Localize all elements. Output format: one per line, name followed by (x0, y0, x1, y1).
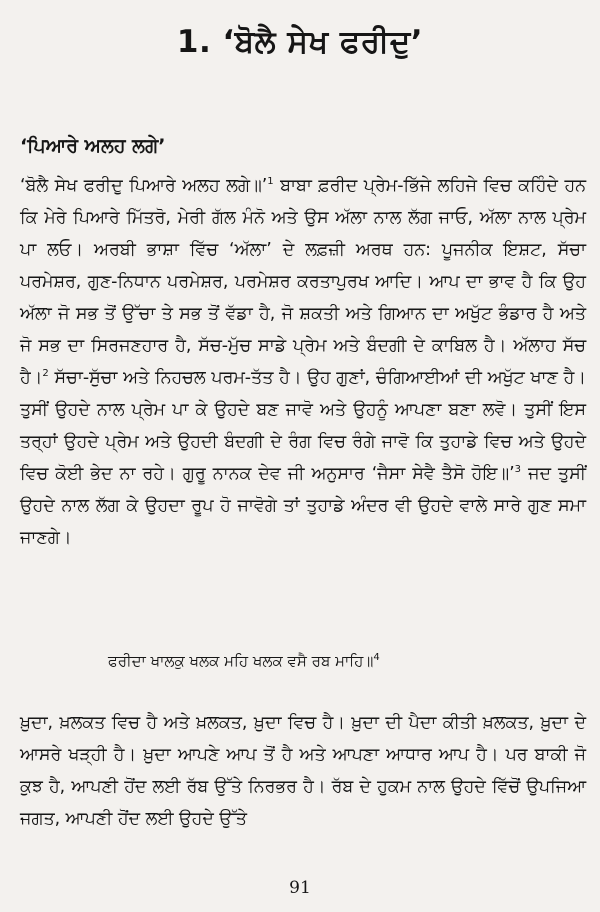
footnote-ref: 4 (373, 652, 380, 663)
section-heading: ‘ਪਿਆਰੇ ਅਲਹ ਲਗੇ’ (20, 135, 166, 157)
body-paragraph-2: ਖ਼ੁਦਾ, ਖ਼ਲਕਤ ਵਿਚ ਹੈ ਅਤੇ ਖ਼ਲਕਤ, ਖ਼ੁਦਾ ਵਿਚ ਹੈ। ਖ਼ੁਦਾ ਦੀ ਪੈਦਾ ਕੀਤੀ ਖ਼ਲਕਤ, ਖ਼ੁਦਾ ਦੇ ਆਸਰੇ ਖੜ੍ਹੀ ਹੈ। ਖ਼ੁਦਾ ਆਪਣੇ ਆਪ ਤੋਂ ਹੈ ਅਤੇ ਆਪਣਾ ਆਧਾਰ ਆਪ ਹੈ। ਪਰ ਬਾਕੀ ਜੋ ਕੁਝ ਹੈ, ਆਪਣੀ ਹੋਂਦ ਲਈ ਰੱਬ ਉੱਤੇ ਨਿਰਭਰ ਹੈ। ਰੱਬ ਦੇ ਹੁਕਮ ਨਾਲ ਉਹਦੇ ਵਿੱਚੋਂ ਉਪਜਿਆ ਜਗਤ, ਆਪਣੀ ਹੋਂਦ ਲਈ ਉਹਦੇ ਉੱਤੇ (20, 713, 586, 829)
body-paragraph-1 (20, 170, 586, 554)
footnote-ref: 3 (514, 464, 522, 476)
page-number: 91 (289, 878, 311, 898)
paragraph-text: ਬਾਬਾ ਫ਼ਰੀਦ ਪ੍ਰੇਮ-ਭਿੱਜੇ ਲਹਿਜੇ ਵਿਚ ਕਹਿੰਦੇ ਹਨ ਕਿ ਮੇਰੇ ਪਿਆਰੇ ਮਿੱਤਰੋ, ਮੇਰੀ ਗੱਲ ਮੰਨੋ ਅਤੇ ਉਸ ਅੱਲਾ ਨਾਲ ਲੱਗ ਜਾਓ, ਅੱਲਾ ਨਾਲ ਪ੍ਰੇਮ ਪਾ ਲਓ। ਅਰਬੀ ਭਾਸ਼ਾ ਵਿੱਚ ‘ਅੱਲਾ’ ਦੇ ਲਫ਼ਜ਼ੀ ਅਰਥ ਹਨ: ਪੂਜਨੀਕ ਇਸ਼ਟ, ਸੱਚਾ ਪਰਮੇਸ਼ਰ, ਗੁਣ-ਨਿਧਾਨ ਪਰਮੇਸ਼ਰ, ਪਰਮੇਸ਼ਰ ਕਰਤਾਪੁਰਖ ਆਦਿ। ਆਪ ਦਾ ਭਾਵ ਹੈ ਕਿ ਉਹ ਅੱਲਾ ਜੋ ਸਭ ਤੋਂ ਉੱਚਾ ਤੇ ਸਭ ਤੋਂ ਵੱਡਾ ਹੈ, ਜੋ ਸ਼ਕਤੀ ਅਤੇ ਗਿਆਨ ਦਾ ਅਖੁੱਟ ਭੰਡਾਰ ਹੈ ਅਤੇ ਜੋ ਸਭ ਦਾ ਸਿਰਜਣਹਾਰ ਹੈ, ਸੱਚ-ਮੁੱਚ ਸਾਡੇ ਪ੍ਰੇਮ ਅਤੇ ਬੰਦਗੀ ਦੇ ਕਾਬਿਲ ਹੈ। ਅੱਲਾਹ ਸੱਚ ਹੈ। (20, 176, 587, 388)
verse-text: ਫਰੀਦਾ ਖਾਲਕੁ ਖਲਕ ਮਹਿ ਖਲਕ ਵਸੈ ਰਬ ਮਾਹਿ॥ (108, 652, 374, 670)
paragraph-text: ਜਦ ਤੁਸੀਂ ਉਹਦੇ ਨਾਲ ਲੱਗ ਕੇ ਉਹਦਾ ਰੂਪ ਹੋ ਜਾਵੋਗੇ ਤਾਂ ਤੁਹਾਡੇ ਅੰਦਰ ਵੀ ਉਹਦੇ ਵਾਲੇ ਸਾਰੇ ਗੁਣ ਸਮਾ ਜਾਣਗੇ। (20, 464, 586, 548)
footnote-ref: 2 (42, 368, 49, 380)
paragraph-text: ‘ਬੋਲੈ ਸੇਖ ਫਰੀਦੁ ਪਿਆਰੇ ਅਲਹ ਲਗੇ॥’ (20, 176, 268, 196)
chapter-title: 1. ‘ਬੋਲੈ ਸੇਖ ਫਰੀਦੁ’ (176, 24, 424, 60)
paragraph-text: ਸੱਚਾ-ਸੁੱਚਾ ਅਤੇ ਨਿਹਚਲ ਪਰਮ-ਤੱਤ ਹੈ। ਉਹ ਗੁਣਾਂ, ਚੰਗਿਆਈਆਂ ਦੀ ਅਖੁੱਟ ਖਾਣ ਹੈ। ਤੁਸੀਂ ਉਹਦੇ ਨਾਲ ਪ੍ਰੇਮ ਪਾ ਕੇ ਉਹਦੇ ਬਣ ਜਾਵੋ ਅਤੇ ਉਹਨੂੰ ਆਪਣਾ ਬਣਾ ਲਵੋ। ਤੁਸੀਂ ਇਸ ਤਰ੍ਹਾਂ ਉਹਦੇ ਪ੍ਰੇਮ ਅਤੇ ਉਹਦੀ ਬੰਦਗੀ ਦੇ ਰੰਗ ਵਿਚ ਰੰਗੇ ਜਾਵੋ ਕਿ ਤੁਹਾਡੇ ਵਿਚ ਅਤੇ ਉਹਦੇ ਵਿਚ ਕੋਈ ਭੇਦ ਨਾ ਰਹੇ। ਗੁਰੂ ਨਾਨਕ ਦੇਵ ਜੀ ਅਨੁਸਾਰ ‘ਜੈਸਾ ਸੇਵੈ ਤੈਸੋ ਹੋਇ॥’ (20, 368, 586, 484)
footnote-ref: 1 (267, 176, 274, 188)
verse-quote (108, 650, 380, 672)
